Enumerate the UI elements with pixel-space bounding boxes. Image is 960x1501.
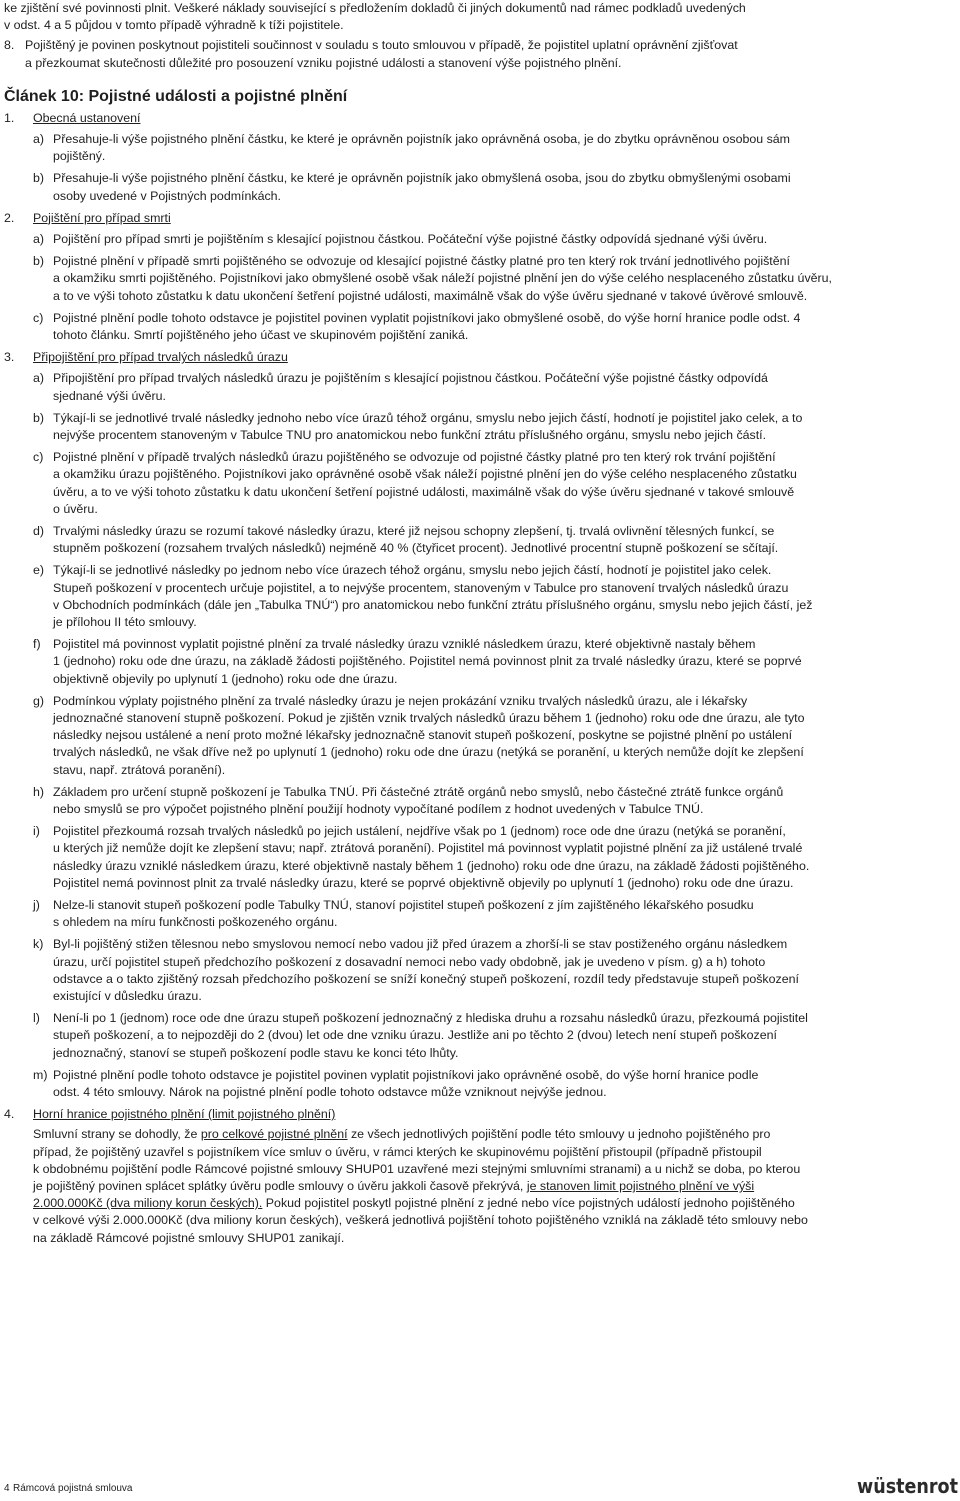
- item-text-line: a to ve výši tohoto zůstatku k datu ukončení šetření pojistné události, maximálně však do výše úvěru sjednané v takové úvěrové smlouvě.: [53, 288, 808, 303]
- item-text-line: jednoznačný, stanoví se stupeň poškození podle stavu ke konci této lhůty.: [53, 1045, 459, 1060]
- item-text-line: Nelze-li stanovit stupeň poškození podle Tabulky TNÚ, stanoví pojistitel stupeň poškození z jím zajištěného lékařského posudku: [53, 898, 754, 912]
- item-text-line: Přesahuje-li výše pojistného plnění částku, ke které je oprávněn pojistník jako obmyšlená osoba, jsou do zbytku obmyšlenými osobami: [53, 171, 791, 186]
- item-text-line: Trvalými následky úrazu se rozumí takové následky úrazu, které již nejsou schopny zlepšení, tj. trvalá ovlivnění tělesných funkcí, se: [53, 524, 775, 538]
- paragraph-text: Smluvní strany se dohodly, že: [33, 1127, 201, 1142]
- item-label: a): [33, 371, 45, 386]
- item-label: i): [33, 824, 40, 839]
- section-title: Připojištění pro případ trvalých následků úrazu: [33, 350, 288, 365]
- footer-document-title: Rámcová pojistná smlouva: [13, 1483, 133, 1494]
- item-label: j): [33, 898, 40, 912]
- item-text-line: Pojistitel přezkoumá rozsah trvalých následků po jejich ustálení, nejdříve však po 1 (jednom) roce ode dne úrazu (netýká se poranění,: [53, 824, 786, 839]
- section-number: 3.: [4, 350, 15, 365]
- item-text-line: Připojištění pro případ trvalých následků úrazu je pojištěním s klesající pojistnou částkou. Počáteční výše pojistné částky odpovídá: [53, 371, 768, 386]
- item-label: a): [33, 132, 45, 146]
- paragraph-line: [33, 1161, 800, 1178]
- item-text-line: o úvěru.: [53, 501, 98, 516]
- item-text-line: odstavce a o takto zjištěný rozsah předchozího poškození se sníží konečný stupeň poškození, rozdíl tedy představuje stupeň poškození: [53, 971, 799, 986]
- svg-text:wüstenrot: wüstenrot: [857, 1474, 959, 1498]
- item-text-line: následky nejsou ustálené a není proto možné lékařsky jednoznačně stanovit stupeň poškození, poskytne se pojistné plnění po ustálení: [53, 728, 793, 743]
- underlined-text: 2.000.000Kč (dva miliony korun českých).: [33, 1196, 263, 1211]
- item-label: m): [33, 1067, 48, 1082]
- item-text-line: stupeň poškození, a to nejpozději do 2 (dvou) let ode dne vzniku úrazu. Jestliže ani po těchto 2 (dvou) letech není stupeň poškození: [53, 1028, 777, 1043]
- underlined-text: je stanoven limit pojistného plnění ve výši: [526, 1179, 755, 1193]
- item-label: d): [33, 524, 45, 538]
- item-text-line: Základem pro určení stupně poškození je Tabulka TNÚ. Při částečné ztrátě orgánů nebo smyslů, nebo částečné ztrátě funkce orgánů: [53, 784, 784, 799]
- item-text-line: sjednané výši úvěru.: [53, 388, 166, 403]
- item-text-line: existující v důsledku úrazu.: [53, 989, 202, 1003]
- item-text-line: je přílohou II této smlouvy.: [53, 615, 197, 629]
- header-text-line: v odst. 4 a 5 půjdou v tomto případě výhradně k tíži pojistitele.: [4, 18, 344, 33]
- paragraph-text: je pojištěný povinen splácet splátky úvěru podle smlouvy o úvěru jakkoli časově překrývá,: [33, 1179, 527, 1193]
- section-number: 1.: [4, 110, 15, 125]
- item-text-line: nebo smyslů se pro výpočet pojistného plnění použijí hodnoty vypočítané podílem z hodnot uvedených v Tabulce TNÚ.: [53, 802, 704, 816]
- paragraph-text: Pokud pojistitel poskytl pojistné plnění z jedné nebo více pojistných událostí jednoho pojištěného: [262, 1196, 795, 1211]
- point-number: 8.: [4, 38, 15, 53]
- item-text-line: Přesahuje-li výše pojistného plnění částku, ke které je oprávněn pojistník jako oprávněná osoba, je do zbytku oprávněnou osobou sám: [53, 132, 791, 146]
- section-title: Horní hranice pojistného plnění (limit pojistného plnění): [33, 1107, 336, 1122]
- item-text-line: Pojistné plnění v případě smrti pojištěného se odvozuje od klesající pojistné částky platné pro ten který rok trvání jednotlivého pojištění: [53, 254, 790, 269]
- item-label: f): [33, 637, 41, 652]
- paragraph-line: [33, 1212, 808, 1229]
- section-title: Pojištění pro případ smrti: [33, 210, 171, 225]
- item-text-line: Pojistitel má povinnost vyplatit pojistné plnění za trvalé následky úrazu vzniklé následkem úrazu, které objektivně nastaly během: [53, 637, 756, 652]
- item-text-line: Stupeň poškození v procentech určuje pojistitel, a to nejvýše procentem, stanoveným v Tabulce pro stanovení trvalých následků úrazu: [53, 580, 789, 595]
- item-text-line: 1 (jednoho) roku ode dne úrazu, na základě žádosti pojištěného. Pojistitel nemá povinnost plnit za trvalé následky úrazu, které se poprvé: [53, 654, 802, 669]
- item-text-line: tohoto článku. Smrtí pojištěného jeho účast ve skupinovém pojištění zaniká.: [53, 328, 469, 342]
- paragraph-text: případ, že pojištěný uzavřel s pojistníkem více smluv o úvěru, v rámci kterých ke skupinovému pojištění přistoupil (případně přistoupil: [33, 1144, 762, 1159]
- item-label: b): [33, 410, 45, 425]
- paragraph-line: [33, 1126, 770, 1143]
- paragraph-line: [33, 1195, 795, 1212]
- item-text-line: následky úrazu vzniklé následkem úrazu, které objektivně nastaly během 1 (jednoho) roku ode dne úrazu, na základě žádosti pojištěného.: [53, 858, 810, 873]
- header-text-line: ke zjištění své povinnosti plnit. Veškeré náklady související s předložením dokladů či jiných dokumentů nad rámec podkladů uvedených: [4, 1, 746, 15]
- item-text-line: Byl-li pojištěný stižen tělesnou nebo smyslovou nemocí nebo vadou již před úrazem a zhorší-li se stav postiženého orgánu následkem: [53, 937, 788, 952]
- section-title: Obecná ustanovení: [33, 110, 141, 125]
- item-label: c): [33, 450, 44, 465]
- item-text-line: úvěru, a to ve výši tohoto zůstatku k datu ukončení šetření pojistné události, maximálně však do výše úvěru sjednané v takové smlouvě: [53, 484, 795, 499]
- item-text-line: nejvýše procentem stanoveným v Tabulce TNU pro anatomickou nebo funkční ztrátu příslušného orgánu, smyslu nebo jejich částí.: [53, 428, 767, 442]
- item-label: b): [33, 171, 45, 186]
- point-text-line: Pojištěný je povinen poskytnout pojistiteli součinnost v souladu s touto smlouvou v případě, že pojistitel uplatní oprávnění zjišťovat: [25, 38, 738, 53]
- item-text-line: a okamžiku úrazu pojištěného. Pojistníkovi jako oprávněné osobě však náleží pojistné plnění jen do výše celého nesplaceného zůstatku: [53, 467, 797, 482]
- footer-page-number: 4: [4, 1483, 10, 1494]
- paragraph-line: [33, 1178, 754, 1195]
- item-text-line: u kterých již nemůže dojít ke zlepšení stavu; např. ztrátová poranění). Pojistitel má povinnost vyplatit pojistné plnění za již ustálené trvalé: [53, 841, 803, 856]
- item-text-line: Pojistné plnění v případě trvalých následků úrazu pojištěného se odvozuje od pojistné částky platné pro ten který rok trvání pojištění: [53, 450, 776, 465]
- paragraph-text: na základě Rámcové pojistné smlouvy SHUP01 zanikají.: [33, 1230, 345, 1245]
- item-label: a): [33, 232, 45, 246]
- item-text-line: stupněm poškození (rozsahem trvalých následků) nejméně 40 % (čtyřicet procent). Jednotlivé procentní stupně poškození se sčítají.: [53, 541, 779, 556]
- paragraph-line: [33, 1144, 762, 1161]
- section-number: 2.: [4, 210, 15, 225]
- item-label: b): [33, 254, 45, 269]
- item-label: l): [33, 1011, 40, 1026]
- item-label: k): [33, 937, 44, 952]
- item-text-line: v Obchodních podmínkách (dále jen „Tabulka TNÚ“) pro anatomickou nebo funkční ztrátu příslušného orgánu, smyslu nebo jejich částí, jež: [53, 597, 813, 612]
- item-text-line: objektivně objevily po uplynutí 1 (jednoho) roku ode dne úrazu.: [53, 671, 398, 686]
- paragraph-text: ze všech jednotlivých pojištění podle této smlouvy u jednoho pojištěného pro: [347, 1127, 771, 1142]
- item-text-line: Pojistné plnění podle tohoto odstavce je pojistitel povinen vyplatit pojistníkovi jako oprávněné osobě, do výše horní hranice podle: [53, 1067, 759, 1082]
- item-text-line: stavu, např. ztrátová poranění).: [53, 762, 226, 777]
- item-label: g): [33, 693, 45, 708]
- item-text-line: s ohledem na míru funkčnosti poškozeného orgánu.: [53, 915, 338, 930]
- point-text-line: a přezkoumat skutečnosti důležité pro posouzení vzniku pojistné události a stanovení výše pojistného plnění.: [25, 55, 622, 70]
- article-heading: Článek 10: Pojistné události a pojistné plnění: [4, 87, 348, 105]
- item-text-line: Pojištění pro případ smrti je pojištěním s klesající pojistnou částkou. Počáteční výše pojistné částky odpovídá sjednané výši úvěru.: [53, 232, 768, 246]
- paragraph-line: [33, 1230, 344, 1247]
- item-label: h): [33, 784, 45, 799]
- item-text-line: osoby uvedené v Pojistných podmínkách.: [53, 188, 281, 203]
- item-text-line: odst. 4 této smlouvy. Nárok na pojistné plnění podle tohoto odstavce může vzniknout nejvýše jednou.: [53, 1085, 607, 1099]
- underlined-text: pro celkové pojistné plnění: [200, 1127, 348, 1142]
- item-text-line: trvalých následků, ne však dříve než po uplynutí 1 (jednoho) roku ode dne úrazu (netýká se poranění, u kterých nemůže dojít ke zlepšení: [53, 745, 804, 760]
- item-text-line: a okamžiku smrti pojištěného. Pojistníkovi jako obmyšlené osobě však náleží pojistné plnění jen do výše celého nesplaceného zůstatku úvěru,: [53, 271, 832, 286]
- paragraph-text: v celkové výši 2.000.000Kč (dva miliony korun českých), veškerá jednotlivá pojištění tohoto pojištěného vzniklá na základě této smlouvy nebo: [33, 1213, 808, 1228]
- item-text-line: úrazu, určí pojistitel stupeň předchozího poškození z dosavadní nemoci nebo vady obdobně, jak je uvedeno v písm. g) a h) tohoto: [53, 954, 766, 969]
- item-text-line: pojištěný.: [53, 149, 106, 164]
- item-text-line: Podmínkou výplaty pojistného plnění za trvalé následky úrazu je nejen prokázání vzniku trvalých následků úrazu, ale i lékařsky: [53, 693, 748, 708]
- item-label: c): [33, 310, 44, 325]
- wustenrot-logo: [857, 1472, 959, 1498]
- paragraph-text: k obdobnému pojištění podle Rámcové pojistné smlouvy SHUP01 uzavřené mezi stejnými smluvními stranami) a u nichž se doba, po kterou: [33, 1161, 801, 1176]
- item-label: e): [33, 563, 45, 578]
- item-text-line: Pojistné plnění podle tohoto odstavce je pojistitel povinen vyplatit pojistníkovi jako obmyšlené osobě, do výše horní hranice podle odst. 4: [53, 310, 801, 325]
- item-text-line: Pojistitel nemá povinnost plnit za trvalé následky úrazu, které se poprvé objektivně objevily po uplynutí 1 (jednoho) roku ode dne úrazu.: [53, 875, 794, 890]
- item-text-line: Týkají-li se jednotlivé trvalé následky jednoho nebo více úrazů téhož orgánu, smyslu nebo jejich částí, hodnotí je pojistitel jako celek, a to: [53, 410, 803, 425]
- section-number: 4.: [4, 1107, 15, 1122]
- item-text-line: Týkají-li se jednotlivé následky po jednom nebo více úrazech téhož orgánu, smyslu nebo jejich částí, hodnotí je pojistitel jako celek.: [53, 563, 772, 578]
- item-text-line: Není-li po 1 (jednom) roce ode dne úrazu stupeň poškození jednoznačný z hlediska druhu a rozsahu následků úrazu, přezkoumá pojistitel: [53, 1011, 808, 1026]
- item-text-line: jednoznačné stanovení stupně poškození. Pokud je zjištěn vznik trvalých následků úrazu během 1 (jednoho) roku ode dne úrazu, ale tyto: [53, 711, 805, 725]
